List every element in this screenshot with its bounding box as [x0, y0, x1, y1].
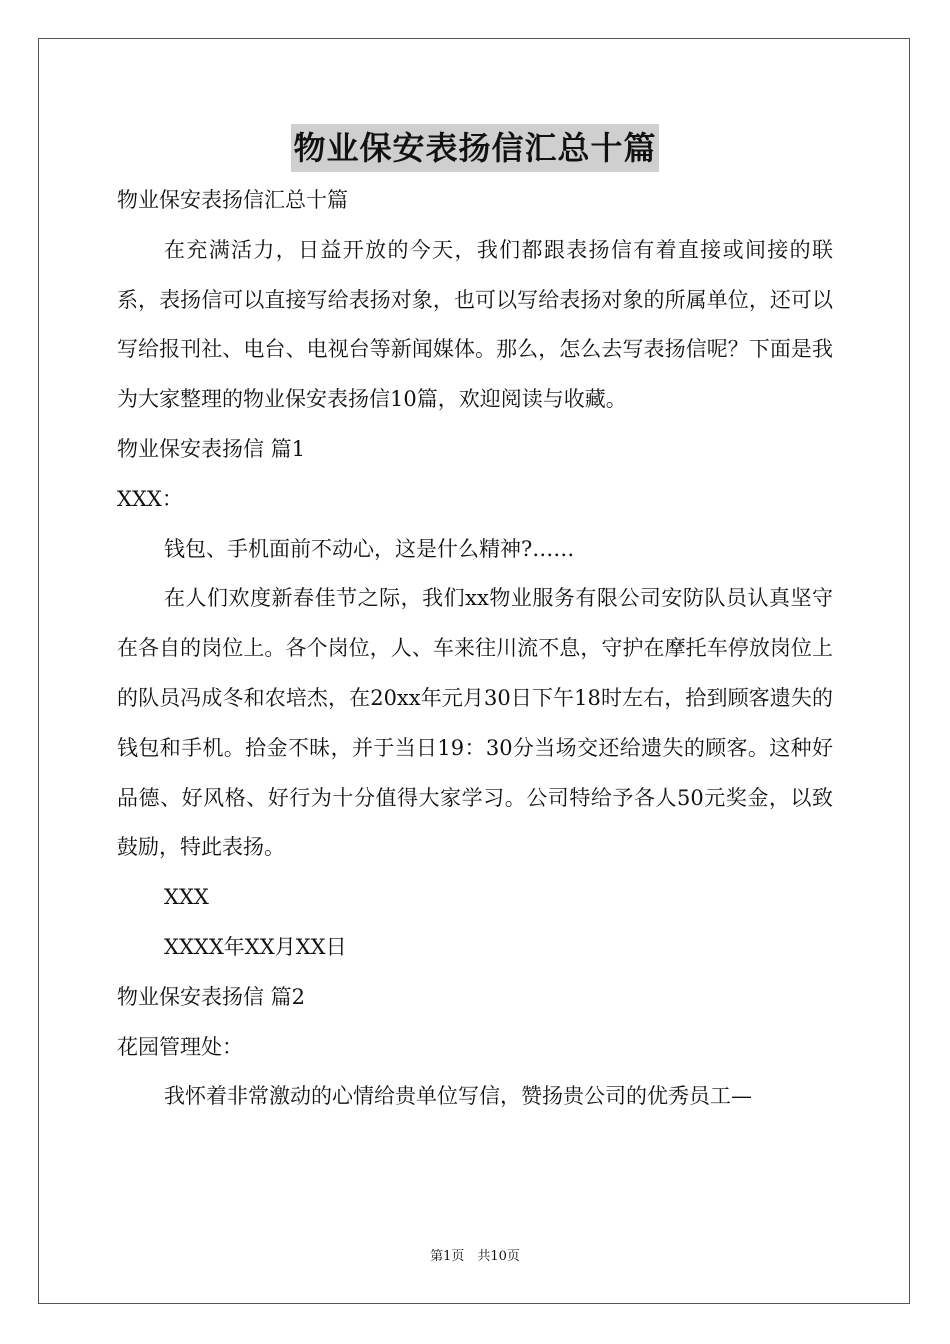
paragraph: XXX [164, 885, 209, 910]
title-container [0, 124, 950, 172]
document-body [117, 176, 833, 1122]
paragraph: 在充满活力，日益开放的今天，我们都跟表扬信有着直接或间接的联系，表扬信可以直接写给表扬对象，也可以写给表扬对象的所属单位，还可以写给报刊社、电台、电视台等新闻媒体。那么，怎么去写表扬信呢？下面是我为大家整理的物业保安表扬信10篇，欢迎阅读与收藏。 [117, 237, 833, 412]
page-footer: 第1页 共10页 [430, 1249, 520, 1264]
paragraph: 在人们欢度新春佳节之际，我们xx物业服务有限公司安防队员认真坚守在各自的岗位上。各个岗位，人、车来往川流不息，守护在摩托车停放岗位上的队员冯成冬和农培杰，在20xx年元月30日下午18时左右，拾到顾客遗失的钱包和手机。拾金不昧，并于当日19：30分当场交还给遗失的顾客。这种好品德、好风格、好行为十分值得大家学习。公司特给予各人50元奖金，以致鼓励，特此表扬。 [117, 586, 833, 860]
paragraph: XXX： [117, 486, 183, 511]
paragraph: 物业保安表扬信 篇1 [117, 436, 306, 461]
paragraph: 花园管理处： [117, 1034, 243, 1059]
paragraph: 钱包、手机面前不动心，这是什么精神?…… [164, 536, 575, 561]
paragraph: 我怀着非常激动的心情给贵单位写信，赞扬贵公司的优秀员工— [164, 1084, 752, 1109]
document-title: 物业保安表扬信汇总十篇 [291, 124, 658, 172]
paragraph: 物业保安表扬信汇总十篇 [117, 188, 348, 212]
paragraph: 物业保安表扬信 篇2 [117, 984, 306, 1009]
paragraph: XXXX年XX月XX日 [164, 934, 347, 959]
